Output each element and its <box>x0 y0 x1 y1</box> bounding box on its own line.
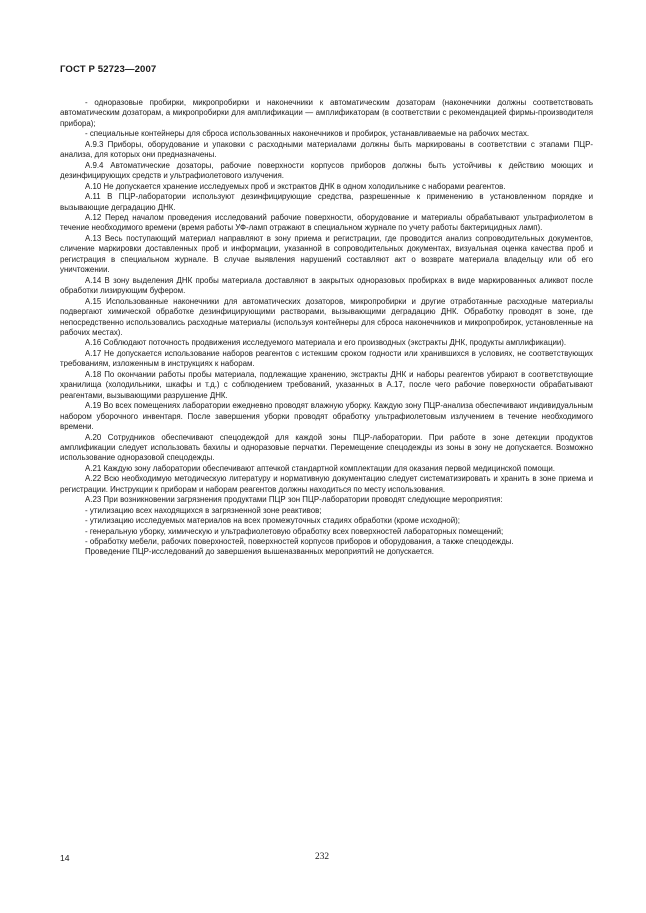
body-paragraph: A.9.4 Автоматические дозаторы, рабочие поверхности корпусов приборов должны быть устойчивы к действию моющих и дезинфицирующих средств и ультрафиолетового излучения. <box>60 160 593 181</box>
body-paragraph: A.20 Сотрудников обеспечивают спецодеждой для каждой зоны ПЦР-лаборатории. При работе в зоне детекции продуктов амплификации следует использовать бахилы и одноразовые перчатки. Перемещение спецодежды из зоны в зону не допускается. Возможно использование одноразовой спецодежды. <box>60 432 593 463</box>
body-paragraph: - одноразовые пробирки, микропробирки и наконечники к автоматическим дозаторам (наконечники должны соответствовать автоматическим дозаторам, а микропробирки для амплификации — амплификаторам (в соответствии с рекомендацией фирмы-производителя прибора); <box>60 98 593 128</box>
body-paragraph: A.22 Всю необходимую методическую литературу и нормативную документацию следует систематизировать и хранить в зоне приема и регистрации. Инструкции к приборам и наборам реагентов должны находиться по месту использования. <box>60 474 593 494</box>
body-paragraph: A.12 Перед началом проведения исследований рабочие поверхности, оборудование и материалы обрабатывают ультрафиолетом в течение необходимого времени (время работы УФ-ламп отражают в специальном журнале по учету работы бактерицидных ламп). <box>60 212 593 233</box>
body-paragraph: A.17 Не допускается использование наборов реагентов с истекшим сроком годности или хранившихся в условиях, не соответствующих требованиям, изложенным в инструкциях к наборам. <box>60 348 593 369</box>
body-paragraph: A.13 Весь поступающий материал направляют в зону приема и регистрации, где проводится анализ сопроводительных документов, сличение маркировки доставленных проб и информации, указанной в сопроводительных документах, визуальная оценка качества проб и регистрация в специальном журнале. В случае выявления нарушений составляют акт о возврате материала владельцу или об его уничтожении. <box>60 233 593 275</box>
body-paragraph: A.9.3 Приборы, оборудование и упаковки с расходными материалами должны быть маркированы в соответствии с этапами ПЦР-анализа, для которых они предназначены. <box>60 139 593 160</box>
body-paragraph: A.11 В ПЦР-лаборатории используют дезинфицирующие средства, разрешенные к применению в установленном порядке и вызывающие деградацию ДНК. <box>60 192 593 212</box>
body-paragraph: A.15 Использованные наконечники для автоматических дозаторов, микропробирки и другие отработанные расходные материалы подвергают химической обработке дезинфицирующими растворами, вызывающими деградацию ДНК. Обработку проводят в зоне, где непосредственно использовались расходные материалы (используя контейнеры для сброса наконечников и микропробирок, установленные на рабочих местах). <box>60 296 593 337</box>
body-paragraph: - специальные контейнеры для сброса использованных наконечников и пробирок, устанавливаемые на рабочих местах. <box>85 129 530 139</box>
body-paragraph: A.14 В зону выделения ДНК пробы материала доставляют в закрытых одноразовых пробирках в виде маркированных аликвот после обработки лизирующим буфером. <box>60 275 593 296</box>
body-paragraph: A.23 При возникновении загрязнения продуктами ПЦР зон ПЦР-лаборатории проводят следующие мероприятия: <box>85 495 503 505</box>
document-header: ГОСТ Р 52723—2007 <box>60 64 157 75</box>
body-paragraph: A.21 Каждую зону лаборатории обеспечивают аптечкой стандартной комплектации для оказания первой медицинской помощи. <box>85 463 555 473</box>
document-body <box>60 98 593 558</box>
body-paragraph: Проведение ПЦР-исследований до завершения вышеназванных мероприятий не допускается. <box>85 547 434 557</box>
page-number: 14 <box>60 853 70 863</box>
body-paragraph: A.10 Не допускается хранение исследуемых проб и экстрактов ДНК в одном холодильнике с наборами реагентов. <box>85 181 506 191</box>
body-paragraph: A.16 Соблюдают поточность продвижения исследуемого материала и его производных (экстракты ДНК, продукты амплификации). <box>85 338 567 348</box>
print-number: 232 <box>315 852 330 862</box>
list-item: - генеральную уборку, химическую и ультрафиолетовую обработку всех поверхностей лабораторных помещений; <box>85 526 504 536</box>
list-item: - утилизацию всех находящихся в загрязненной зоне реактивов; <box>85 505 322 515</box>
list-item: - обработку мебели, рабочих поверхностей, поверхностей корпусов приборов и оборудования, а также спецодежды. <box>85 537 514 547</box>
body-paragraph: A.18 По окончании работы пробы материала, подлежащие хранению, экстракты ДНК и наборы реагентов убирают в соответствующие хранилища (холодильники, шкафы и т.д.) с соблюдением требований, указанных в А.17, после чего рабочие поверхности обрабатывают реагентами, вызывающими разрушение ДНК. <box>60 369 593 400</box>
body-paragraph: A.19 Во всех помещениях лаборатории ежедневно проводят влажную уборку. Каждую зону ПЦР-анализа обеспечивают индивидуальным набором уборочного инвентаря. После завершения уборки проводят обработку ультрафиолетовым излучением в течение необходимого времени. <box>60 401 593 432</box>
list-item: - утилизацию исследуемых материалов на всех промежуточных стадиях обработки (кроме исходной); <box>85 516 460 526</box>
